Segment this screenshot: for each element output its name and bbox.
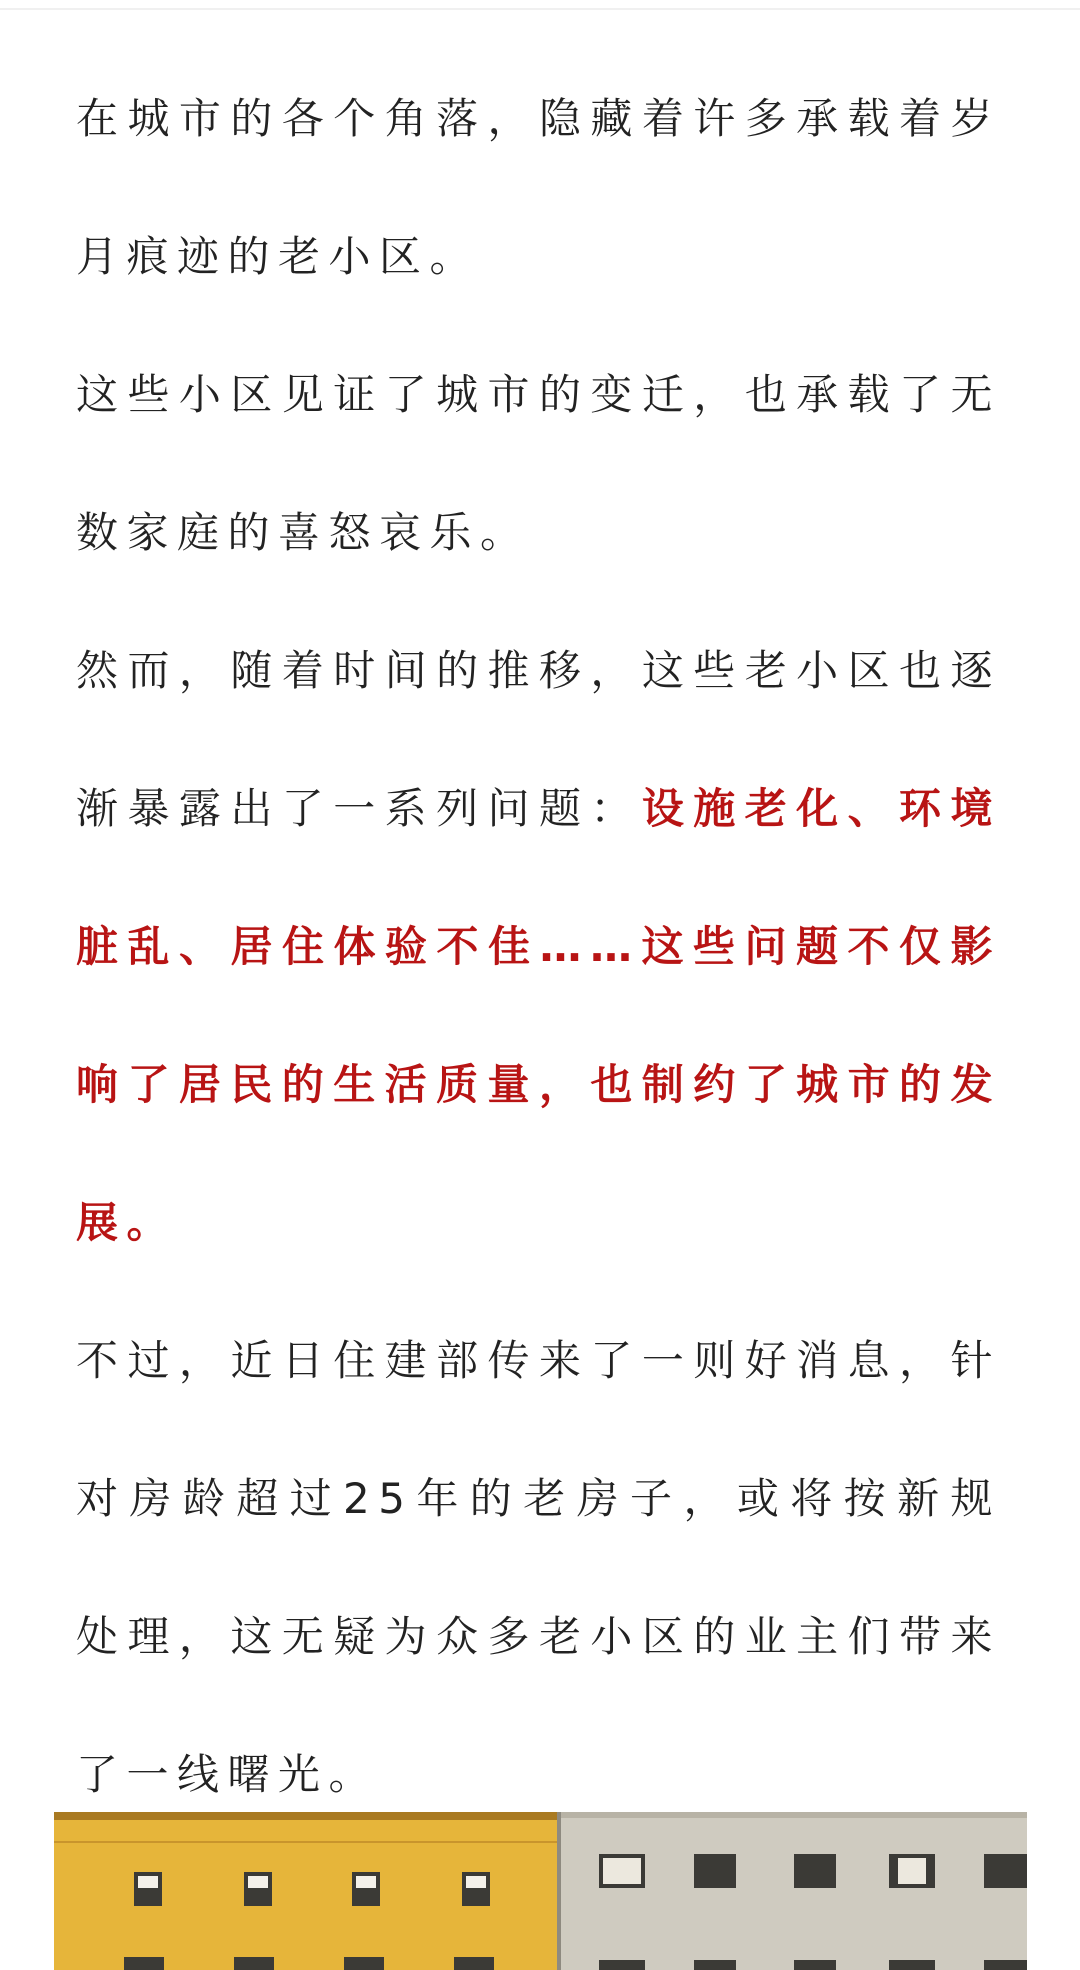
article-body — [76, 50, 1001, 1844]
paragraph-3-text: 然而，随着时间的推移，这些老小区也逐渐暴露出了一系列问题： — [76, 646, 1001, 833]
paragraph-4-text: 不过，近日住建部传来了一则好消息，针对房龄超过25年的老房子，或将按新规处理，这无疑为众多老小区的业主们带来了一线曙光。 — [76, 1336, 1001, 1799]
grey-building — [559, 1812, 1027, 1970]
paragraph-2 — [76, 326, 1001, 602]
buildings-photo — [54, 1812, 1027, 1970]
paragraph-1 — [76, 50, 1001, 326]
paragraph-3-highlight: 设施老化、环境脏乱、居住体验不佳……这些问题不仅影响了居民的生活质量，也制约了城市的发展。 — [76, 784, 1001, 1247]
paragraph-3 — [76, 602, 1001, 1292]
paragraph-4 — [76, 1292, 1001, 1844]
top-divider — [0, 8, 1080, 10]
paragraph-2-text: 这些小区见证了城市的变迁，也承载了无数家庭的喜怒哀乐。 — [76, 370, 1001, 557]
buildings-image — [54, 1812, 1027, 1970]
paragraph-1-text: 在城市的各个角落，隐藏着许多承载着岁月痕迹的老小区。 — [76, 94, 1001, 281]
